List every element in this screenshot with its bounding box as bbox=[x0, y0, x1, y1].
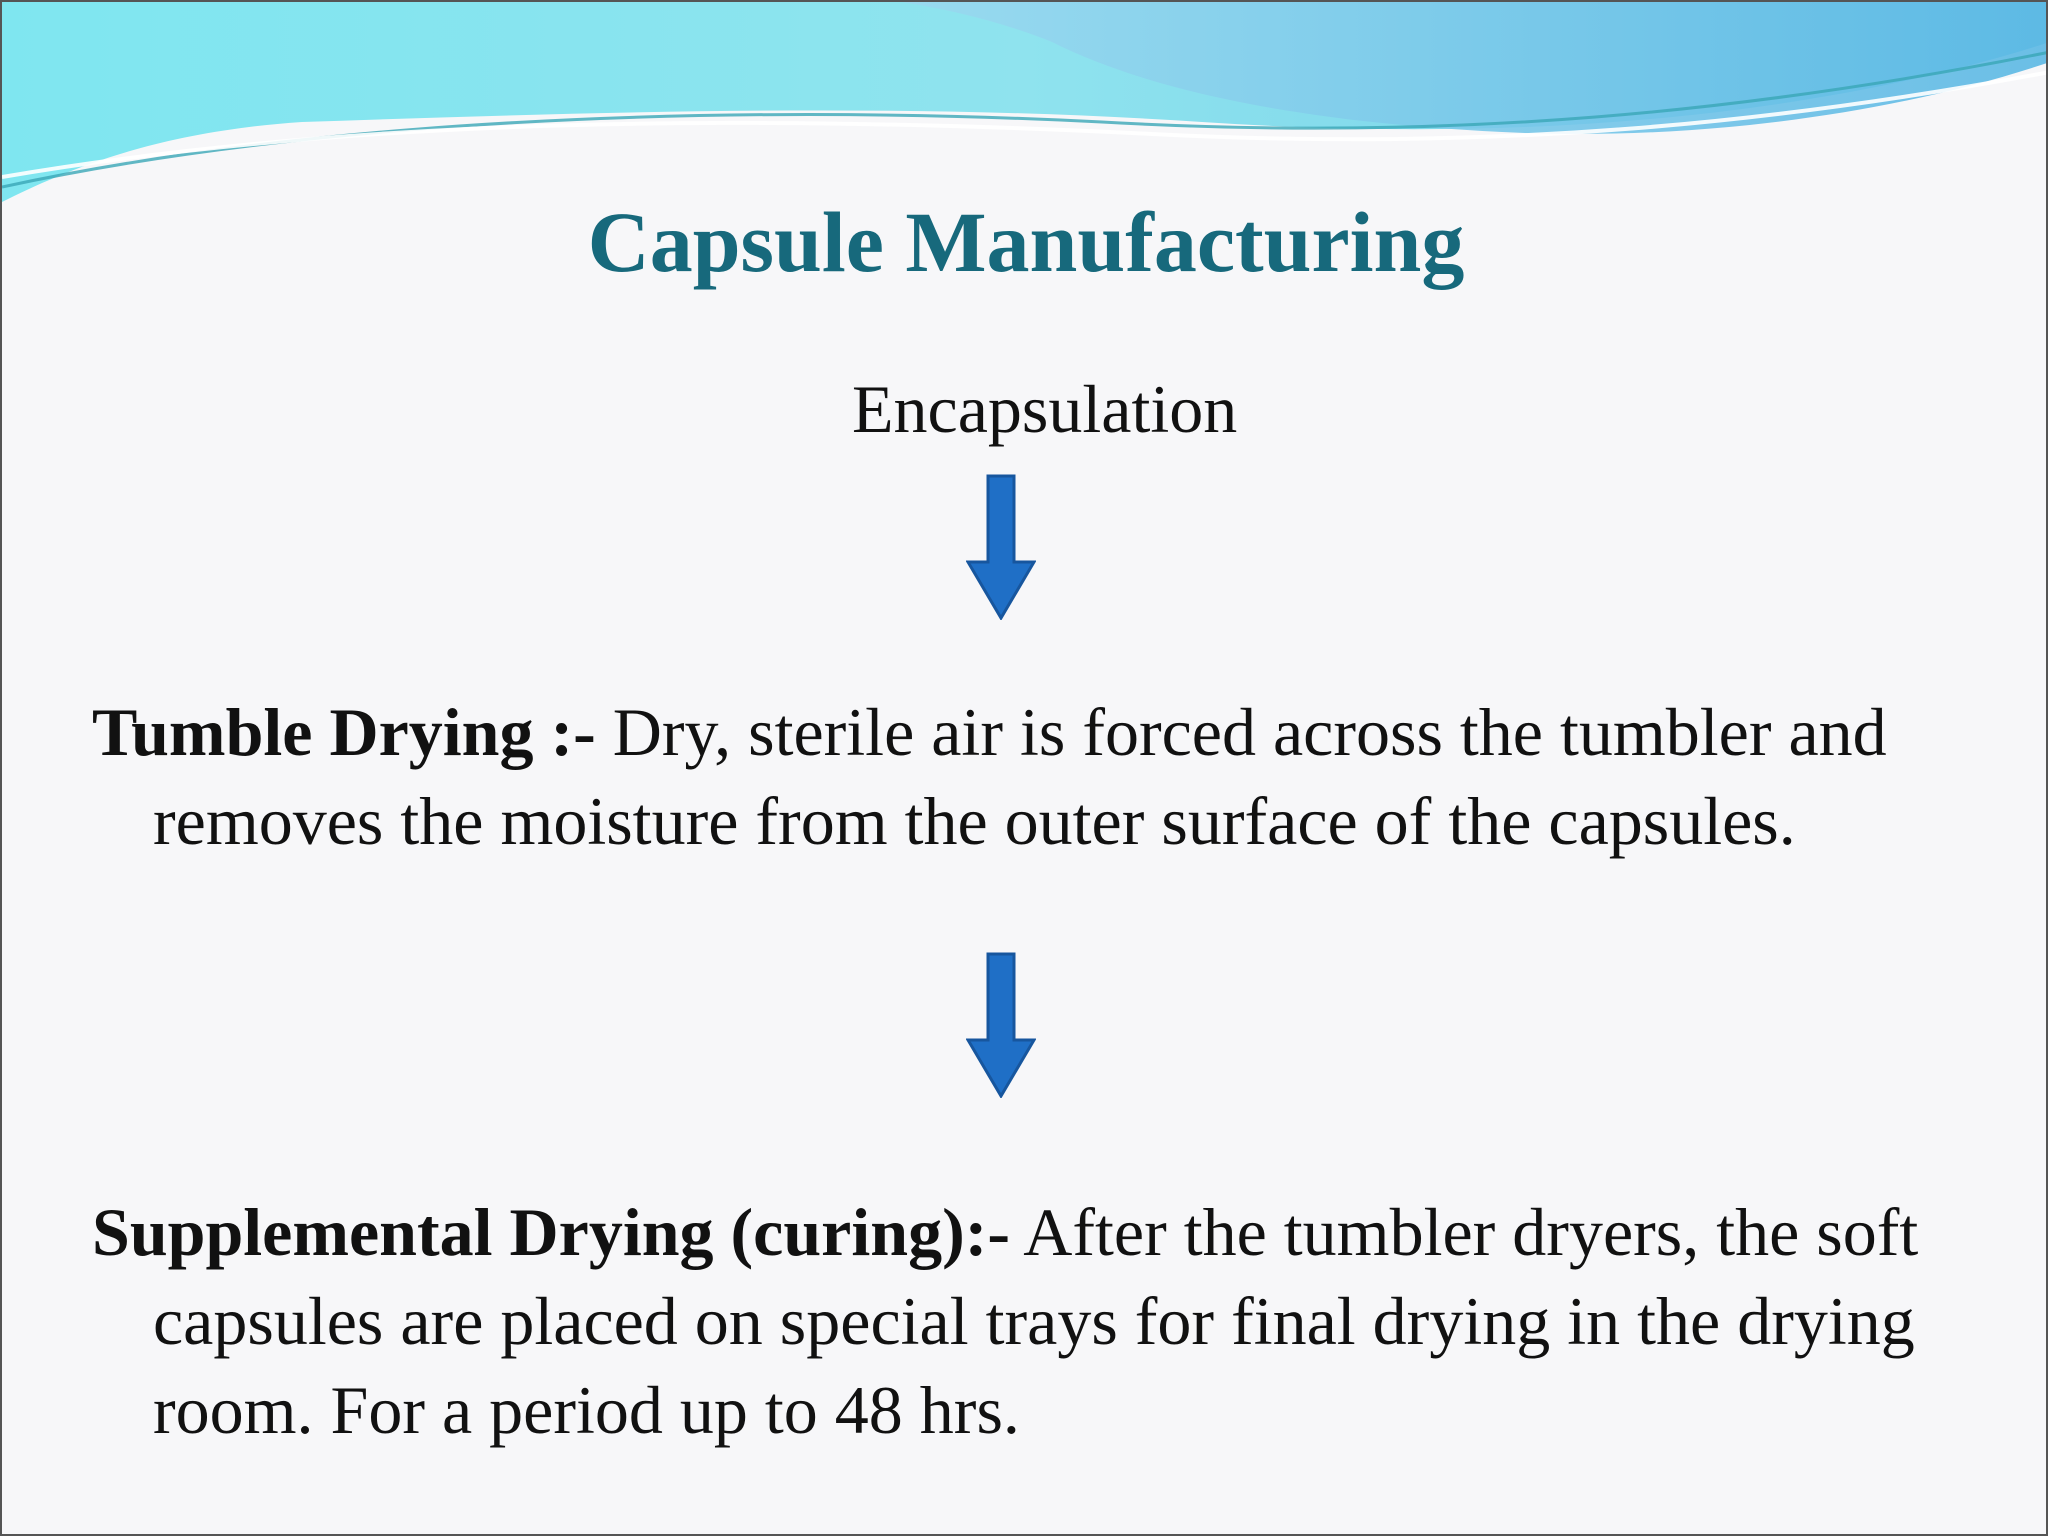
tumble-drying-text: Dry, sterile air is forced across the tumbler and removes the moisture from the outer surface of the capsules. bbox=[153, 694, 1887, 859]
slide-title: Capsule Manufacturing bbox=[587, 194, 1465, 290]
supplemental-drying-text: After the tumbler dryers, the soft capsules are placed on special trays for final drying in the drying room. For a period up to 48 hrs. bbox=[153, 1194, 1919, 1448]
tumble-drying-heading: Tumble Drying :- bbox=[92, 694, 596, 770]
supplemental-drying-paragraph bbox=[92, 1188, 2012, 1455]
encapsulation-label: Encapsulation bbox=[852, 371, 1238, 447]
tumble-drying-paragraph bbox=[92, 688, 2012, 866]
arrow-down-icon bbox=[966, 952, 1036, 1098]
arrow-down-icon bbox=[966, 474, 1036, 620]
supplemental-drying-heading: Supplemental Drying (curing):- bbox=[92, 1194, 1010, 1270]
